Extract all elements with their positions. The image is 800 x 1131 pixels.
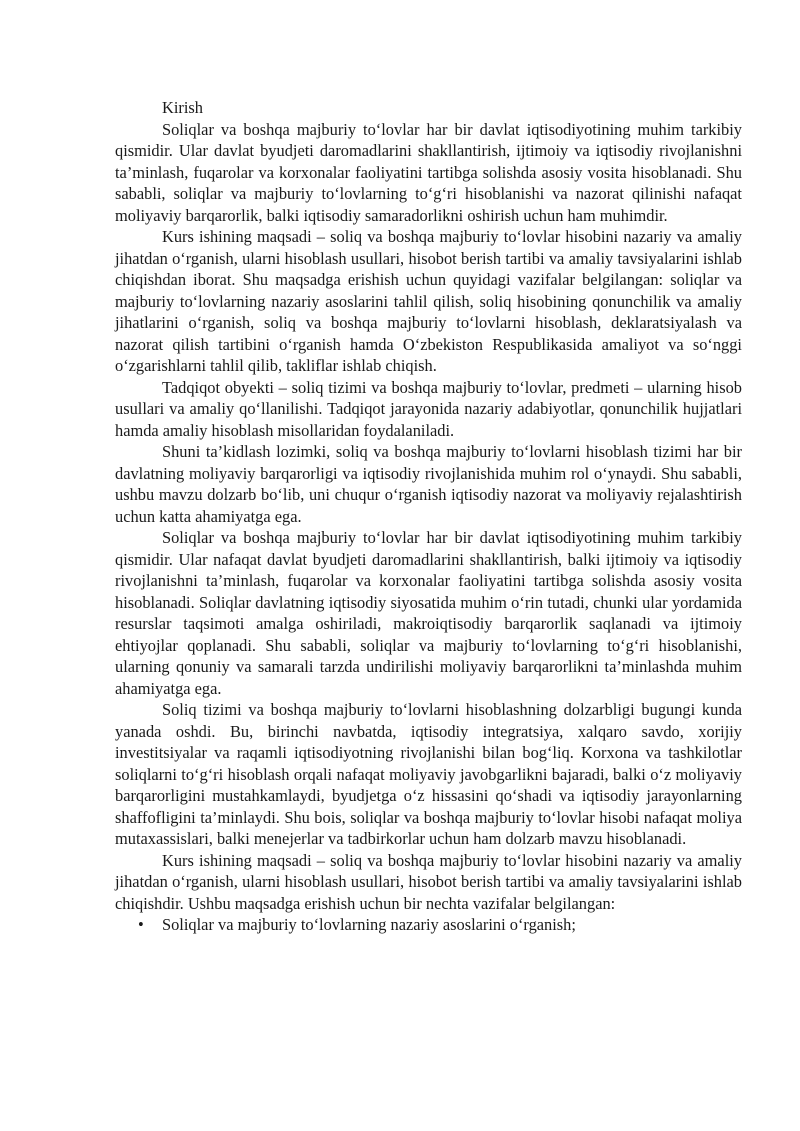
list-item bbox=[115, 914, 742, 936]
list-item-text: Soliqlar va majburiy to‘lovlarning nazariy asoslarini o‘rganish; bbox=[162, 915, 576, 934]
paragraph: Tadqiqot obyekti – soliq tizimi va boshqa majburiy to‘lovlar, predmeti – ularning hisob usullari va amaliy qo‘llanilishi. Tadqiqot jarayonida nazariy adabiyotlar, qonunchilik hujjatlari hamda amaliy hisoblash misollaridan foydalaniladi. bbox=[115, 377, 742, 440]
paragraph: Soliq tizimi va boshqa majburiy to‘lovlarni hisoblashning dolzarbligi bugungi kunda yanada oshdi. Bu, birinchi navbatda, iqtisodiy integratsiya, xalqaro savdo, xorijiy investitsiyalar va raqamli iqtisodiyotning rivojlanishi bilan bog‘liq. Korxona va tashkilotlar soliqlarni to‘g‘ri hisoblash orqali nafaqat moliyaviy javobgarlikni bajaradi, balki o‘z moliyaviy barqarorligini mustahkamlaydi, byudjetga o‘z hissasini qo‘shadi va iqtisodiy jarayonlarning shaffofligini ta’minlaydi. Shu bois, soliqlar va boshqa majburiy to‘lovlar hisobi nafaqat moliya mutaxassislari, balki menejerlar va tadbirkorlar uchun ham dolzarb mavzu hisoblanadi. bbox=[115, 700, 742, 848]
paragraph: Shuni ta’kidlash lozimki, soliq va boshqa majburiy to‘lovlarni hisoblash tizimi har bir davlatning moliyaviy barqarorligi va iqtisodiy rivojlanishida muhim rol o‘ynaydi. Shu sababli, ushbu mavzu dolzarb bo‘lib, uni chuqur o‘rganish iqtisodiy nazorat va moliyaviy rejalashtirish uchun katta ahamiyatga ega. bbox=[115, 442, 742, 526]
bullet-icon: • bbox=[138, 915, 144, 934]
paragraph: Soliqlar va boshqa majburiy to‘lovlar har bir davlat iqtisodiyotining muhim tarkibiy qismidir. Ular nafaqat davlat byudjeti daromadlarini shakllantirish, balki ijtimoiy va iqtisodiy rivojlanishni ta’minlash, fuqarolar va korxonalar faoliyatini tartibga solishda asosiy vosita hisoblanadi. Soliqlar davlatning iqtisodiy siyosatida muhim o‘rin tutadi, chunki ular yordamida resurslar taqsimoti amalga oshiriladi, makroiqtisodiy barqarorlik saqlanadi va ijtimoiy ehtiyojlar qoplanadi. Shu sababli, soliqlar va majburiy to‘lovlarning to‘g‘ri hisoblanishi, ularning qonuniy va samarali tarzda undirilishi moliyaviy barqarorlikni ta’minlashda muhim ahamiyatga ega. bbox=[115, 528, 742, 698]
paragraph: Soliqlar va boshqa majburiy to‘lovlar har bir davlat iqtisodiyotining muhim tarkibiy qismidir. Ular davlat byudjeti daromadlarini shakllantirish, ijtimoiy va iqtisodiy rivojlanishni ta’minlash, fuqarolar va korxonalar faoliyatini tartibga solishda asosiy vosita hisoblanadi. Shu sababli, soliqlar va majburiy to‘lovlarning to‘g‘ri hisoblanishi va nazorat qilinishi nafaqat moliyaviy barqarorlik, balki iqtisodiy samaradorlikni oshirish uchun ham muhimdir. bbox=[115, 119, 742, 225]
paragraph: Kurs ishining maqsadi – soliq va boshqa majburiy to‘lovlar hisobini nazariy va amaliy jihatdan o‘rganish, ularni hisoblash usullari, hisobot berish tartibi va amaliy tavsiyalarini ishlab chiqishdir. Ushbu maqsadga erishish uchun bir nechta vazifalar belgilangan: bbox=[115, 850, 742, 913]
section-heading: Kirish bbox=[162, 98, 203, 117]
document-page bbox=[115, 97, 742, 936]
paragraph: Kurs ishining maqsadi – soliq va boshqa majburiy to‘lovlar hisobini nazariy va amaliy jihatdan o‘rganish, ularni hisoblash usullari, hisobot berish tartibi va amaliy tavsiyalarini ishlab chiqishdan iborat. Shu maqsadga erishish uchun quyidagi vazifalar belgilangan: soliqlar va majburiy to‘lovlarning nazariy asoslarini tahlil qilish, soliq hisobining qonunchilik va amaliy jihatlarini o‘rganish, soliq va boshqa majburiy to‘lovlarni hisoblash, deklaratsiyalash va nazorat qilish tartibini o‘rganish hamda O‘zbekiston Respublikasida amaliyot va so‘nggi o‘zgarishlarni tahlil qilib, takliflar ishlab chiqish. bbox=[115, 227, 742, 375]
bullet-list bbox=[115, 914, 742, 936]
